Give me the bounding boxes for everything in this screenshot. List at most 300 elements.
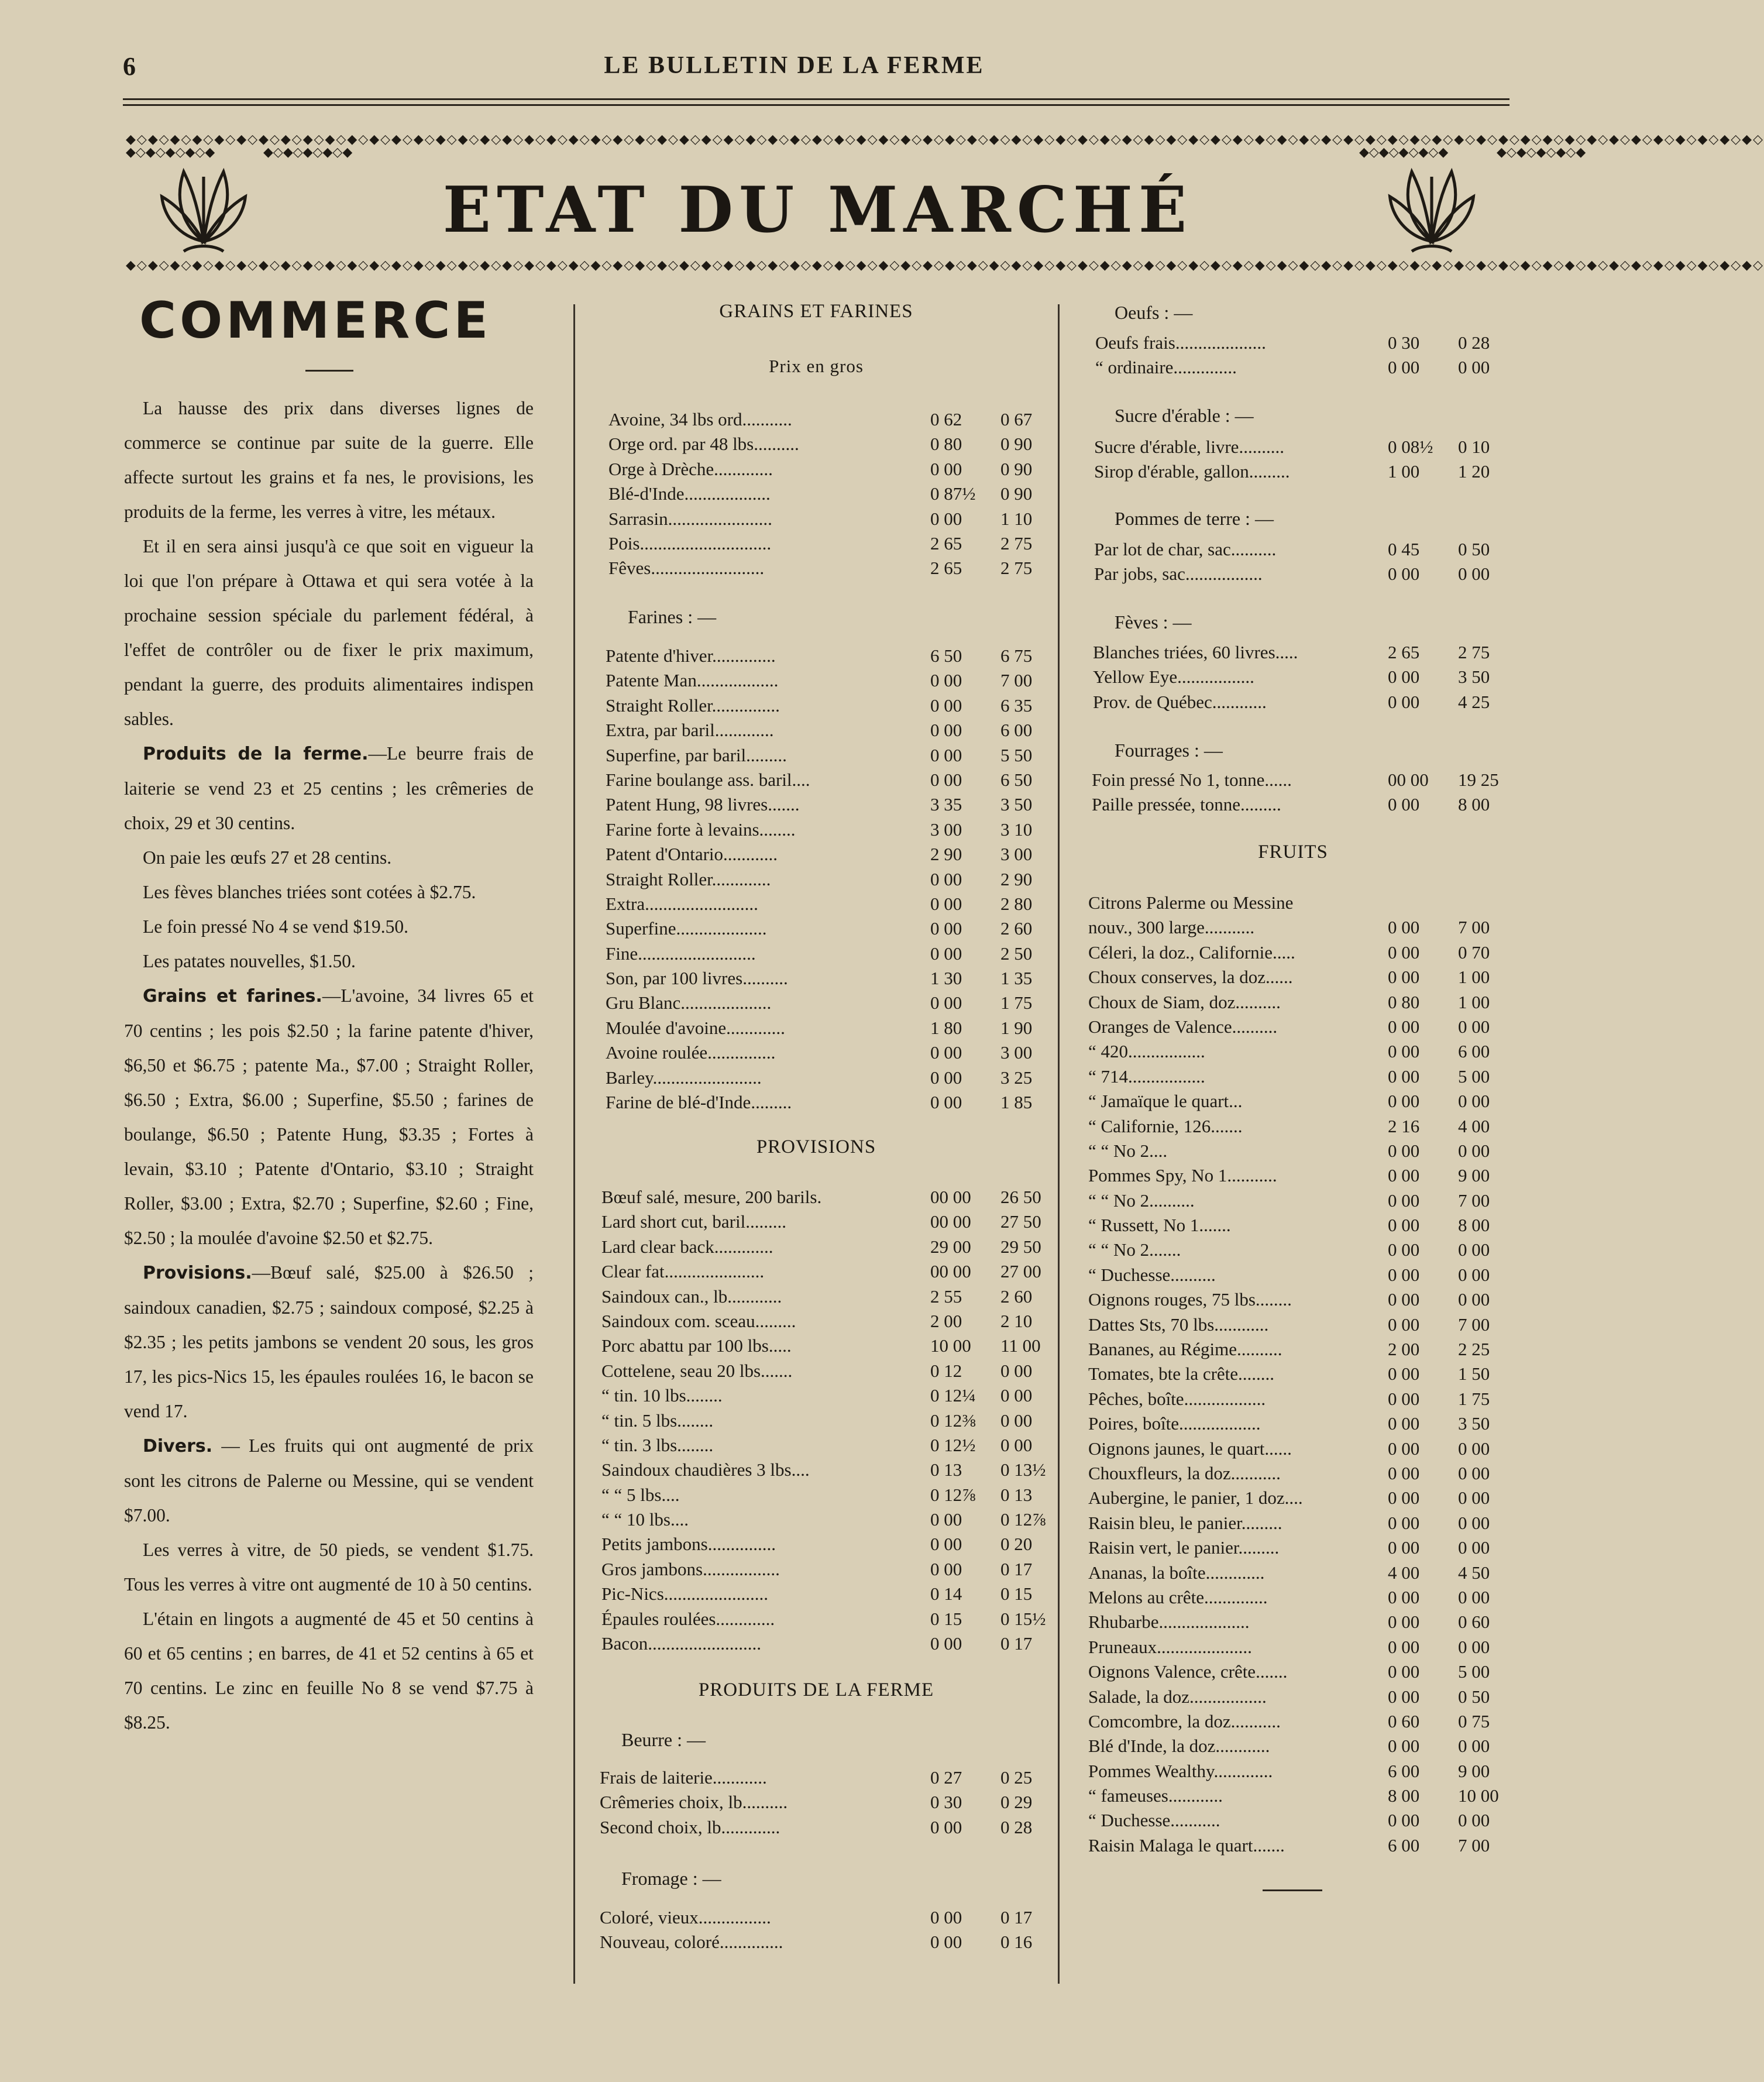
price-item-label: Petits jambons...............: [601, 1534, 776, 1555]
price-low: 0 00: [1388, 1661, 1420, 1682]
price-high: 0 00: [1000, 1385, 1033, 1406]
price-item-label: Citrons Palerme ou Messine: [1088, 892, 1294, 913]
price-row: [606, 1016, 1053, 1040]
price-low: 0 00: [930, 992, 962, 1013]
price-row: [1088, 1734, 1511, 1758]
price-low: 0 00: [930, 720, 962, 741]
price-item-label: Extra.........................: [606, 893, 758, 914]
price-row: [1088, 1163, 1511, 1188]
price-item-label: Orge ord. par 48 lbs..........: [608, 434, 799, 455]
price-low: 0 00: [1388, 942, 1420, 963]
price-high: 1 00: [1458, 991, 1490, 1012]
price-item-label: “ Russett, No 1.......: [1088, 1215, 1231, 1236]
price-row: [1088, 1511, 1511, 1535]
price-low: 0 00: [1388, 1066, 1420, 1087]
price-low: 0 00: [930, 1067, 962, 1088]
price-low: 0 87½: [930, 483, 976, 504]
price-row: [606, 693, 1053, 718]
price-item-label: Bœuf salé, mesure, 200 barils.: [601, 1187, 822, 1207]
price-low: 0 00: [1388, 564, 1420, 585]
price-row: [1088, 1287, 1511, 1312]
price-high: 1 00: [1458, 967, 1490, 988]
price-item-label: Oignons rouges, 75 lbs........: [1088, 1289, 1292, 1310]
price-high: 0 00: [1458, 1810, 1490, 1831]
price-item-label: Ananas, la boîte.............: [1088, 1562, 1265, 1583]
price-low: 6 00: [1388, 1834, 1420, 1856]
feves-label: Fèves : —: [1115, 611, 1192, 633]
price-row: [600, 1905, 1053, 1930]
price-high: 0 00: [1458, 1736, 1490, 1757]
price-item-label: Blé d'Inde, la doz............: [1088, 1736, 1270, 1757]
fourrages-label: Fourrages : —: [1115, 740, 1223, 761]
price-row: [606, 867, 1053, 892]
price-low: 29 00: [930, 1236, 971, 1257]
price-row: [608, 531, 1053, 556]
price-high: 1 75: [1458, 1388, 1490, 1409]
farines-label: Farines : —: [628, 606, 717, 627]
etat-du-marche-banner: [126, 132, 1764, 280]
price-item-label: “ “ 10 lbs....: [601, 1509, 689, 1530]
price-high: 0 16: [1000, 1932, 1033, 1953]
grains-farines-heading: GRAINS ET FARINES: [719, 301, 913, 322]
price-item-label: Farine forte à levains........: [606, 819, 796, 840]
banner-border-top: ◆◇◆◇◆◇◆◇◆◇◆◇◆◇◆◇◆◇◆◇◆◇◆◇◆◇◆◇◆◇◆◇◆◇◆◇◆◇◆◇◆◇◆◇◆◇◆◇◆◇◆◇◆◇◆◇◆◇◆◇◆◇◆◇◆◇◆◇◆◇◆◇◆◇◆◇◆◇◆◇◆◇◆◇◆◇◆◇◆◇◆◇◆◇◆◇◆◇◆◇◆◇◆◇◆◇◆◇◆◇◆◇◆◇◆◇◆◇◆◇◆◇◆◇◆◇◆◇◆◇◆◇◆◇◆◇◆◇◆◇◆◇◆◇◆◇◆◇: [126, 132, 1764, 147]
price-row: [1088, 1535, 1511, 1560]
price-low: 0 00: [930, 1534, 962, 1555]
commerce-paragraph: [124, 1428, 534, 1533]
price-item-label: Raisin bleu, le panier.........: [1088, 1512, 1282, 1533]
price-low: 0 27: [930, 1767, 962, 1788]
running-title: LE BULLETIN DE LA FERME: [604, 52, 985, 79]
price-high: 4 25: [1458, 691, 1490, 712]
price-item-label: Extra, par baril.............: [606, 720, 774, 741]
price-low: 0 13: [930, 1459, 962, 1480]
price-row: [606, 668, 1053, 693]
price-row: [608, 507, 1053, 531]
price-row: [606, 768, 1053, 792]
fruits-table: [1088, 891, 1511, 1858]
oeufs-label: Oeufs : —: [1115, 302, 1193, 323]
price-item-label: Son, par 100 livres..........: [606, 968, 788, 989]
banner-title: ETAT DU MARCHÉ: [442, 173, 1193, 247]
price-low: 2 90: [930, 844, 962, 865]
paragraph-text: On paie les œufs 27 et 28 centins.: [143, 847, 392, 868]
price-row: [606, 718, 1053, 743]
price-high: 5 00: [1458, 1661, 1490, 1682]
price-low: 1 80: [930, 1017, 962, 1038]
price-low: 0 00: [1388, 1586, 1420, 1607]
pommes-de-terre-label: Pommes de terre : —: [1115, 508, 1274, 529]
price-item-label: “ Duchesse..........: [1088, 1264, 1216, 1285]
price-row: [1088, 1437, 1511, 1461]
price-item-label: Patente Man..................: [606, 670, 779, 691]
paragraph-text: Le foin pressé No 4 se vend $19.50.: [143, 916, 409, 937]
price-low: 0 00: [1388, 1487, 1420, 1509]
price-low: 0 00: [930, 1633, 962, 1654]
commerce-article: [124, 391, 534, 1740]
price-item-label: Patent Hung, 98 livres.......: [606, 794, 800, 815]
price-low: 0 00: [930, 769, 962, 790]
end-rule: [1263, 1889, 1322, 1891]
price-row: [606, 1066, 1053, 1090]
price-row: [600, 1815, 1053, 1840]
price-row: [1088, 965, 1511, 990]
price-low: 0 00: [930, 1042, 962, 1063]
price-item-label: Fêves.........................: [608, 558, 765, 579]
fruits-heading: FRUITS: [1258, 841, 1328, 863]
price-high: 0 00: [1458, 1239, 1490, 1260]
paragraph-text: Les fèves blanches triées sont cotées à $2.75.: [143, 882, 476, 902]
price-high: 2 75: [1000, 558, 1033, 579]
price-row: [1095, 355, 1511, 380]
price-row: [1088, 1759, 1511, 1784]
price-item-label: Saindoux can., lb............: [601, 1286, 782, 1307]
price-high: 0 00: [1000, 1434, 1033, 1455]
price-low: 4 00: [1388, 1562, 1420, 1583]
price-row: [601, 1334, 1053, 1358]
price-item-label: Pommes Spy, No 1...........: [1088, 1165, 1277, 1186]
commerce-paragraph: [124, 1533, 534, 1602]
price-item-label: Oeufs frais....................: [1095, 332, 1266, 353]
price-row: [1088, 1313, 1511, 1337]
price-row: [606, 792, 1053, 817]
price-item-label: Aubergine, le panier, 1 doz....: [1088, 1487, 1303, 1509]
price-item-label: Dattes Sts, 70 lbs............: [1088, 1314, 1269, 1335]
sucre-table: [1094, 435, 1511, 485]
price-row: [601, 1408, 1053, 1433]
commerce-paragraph: [124, 944, 534, 978]
price-row: [1088, 1833, 1511, 1858]
price-row: [1088, 1362, 1511, 1386]
price-item-label: Patent d'Ontario............: [606, 844, 778, 865]
price-row: [608, 482, 1053, 506]
price-high: 0 50: [1458, 1686, 1490, 1707]
price-item-label: “ fameuses............: [1088, 1785, 1223, 1806]
price-item-label: “ tin. 3 lbs........: [601, 1434, 714, 1455]
price-low: 2 65: [930, 558, 962, 579]
price-item-label: Pois.............................: [608, 532, 772, 554]
price-high: 19 25: [1458, 769, 1499, 790]
price-high: 0 15½: [1000, 1608, 1046, 1629]
price-low: 00 00: [930, 1187, 971, 1207]
price-low: 00 00: [930, 1261, 971, 1282]
oeufs-table: [1095, 331, 1511, 380]
price-row: [1088, 1263, 1511, 1287]
price-low: 0 00: [930, 1092, 962, 1113]
price-high: 8 00: [1458, 794, 1490, 815]
price-low: 0 12: [930, 1360, 962, 1381]
price-row: [606, 892, 1053, 916]
fromage-table: [600, 1905, 1053, 1955]
price-row: [1088, 891, 1511, 915]
fourrages-table: [1092, 768, 1511, 817]
price-item-label: Frais de laiterie............: [600, 1767, 767, 1788]
price-item-label: Lard short cut, baril.........: [601, 1211, 786, 1232]
price-row: [601, 1383, 1053, 1408]
price-item-label: Par jobs, sac.................: [1094, 564, 1263, 585]
price-item-label: Paille pressée, tonne.........: [1092, 794, 1281, 815]
price-item-label: Rhubarbe....................: [1088, 1612, 1250, 1633]
price-high: 0 00: [1458, 357, 1490, 378]
price-high: 0 00: [1458, 1438, 1490, 1459]
price-high: 0 75: [1458, 1710, 1490, 1731]
price-item-label: Choux conserves, la doz......: [1088, 967, 1293, 988]
price-high: 0 00: [1458, 1462, 1490, 1483]
banner-border-inner-left: ◆◇◆◇◆◇◆◇◆: [263, 145, 353, 160]
price-item-label: “ ordinaire..............: [1095, 357, 1237, 378]
price-high: 0 00: [1458, 1016, 1490, 1037]
price-low: 0 00: [1388, 1239, 1420, 1260]
fromage-label: Fromage : —: [621, 1868, 721, 1889]
banner-border-right: ◆◇◆◇◆◇◆◇◆: [1497, 145, 1586, 160]
price-item-label: Raisin Malaga le quart.......: [1088, 1834, 1285, 1856]
price-high: 0 17: [1000, 1558, 1033, 1579]
price-row: [601, 1433, 1053, 1458]
price-item-label: Comcombre, la doz...........: [1088, 1710, 1281, 1731]
price-high: 3 50: [1000, 794, 1033, 815]
price-item-label: Barley........................: [606, 1067, 762, 1088]
price-high: 3 00: [1000, 844, 1033, 865]
price-low: 0 00: [1388, 1388, 1420, 1409]
banner-border-inner-right: ◆◇◆◇◆◇◆◇◆: [1359, 145, 1449, 160]
price-high: 0 70: [1458, 942, 1490, 963]
commerce-paragraph: [124, 909, 534, 944]
paragraph-lead: Provisions.: [143, 1263, 252, 1283]
paragraph-text: L'étain en lingots a augmenté de 45 et 50 centins à 60 et 65 centins ; en barres, de 41 et 52 centins à 65 et 70 centins. Le zinc en feuille No 8 se vend $7.75 à $8.25.: [124, 1609, 534, 1733]
price-item-label: Fine..........................: [606, 943, 756, 964]
price-item-label: Épaules roulées.............: [601, 1608, 775, 1629]
price-row: [1088, 1585, 1511, 1610]
commerce-title: COMMERCE: [139, 291, 492, 350]
price-row: [608, 457, 1053, 482]
price-row: [1093, 640, 1511, 665]
commerce-paragraph: [124, 875, 534, 909]
beurre-label: Beurre : —: [621, 1729, 706, 1750]
title-underline: [305, 370, 353, 372]
price-low: 0 00: [1388, 1462, 1420, 1483]
price-row: [606, 817, 1053, 842]
price-high: 2 10: [1000, 1310, 1033, 1331]
price-item-label: Orge à Drèche.............: [608, 458, 773, 479]
price-high: 0 20: [1000, 1534, 1033, 1555]
price-low: 3 35: [930, 794, 962, 815]
price-high: 8 00: [1458, 1215, 1490, 1236]
price-high: 1 20: [1458, 461, 1490, 482]
price-high: 0 00: [1458, 564, 1490, 585]
price-row: [1088, 1610, 1511, 1634]
banner-border-bottom: ◆◇◆◇◆◇◆◇◆◇◆◇◆◇◆◇◆◇◆◇◆◇◆◇◆◇◆◇◆◇◆◇◆◇◆◇◆◇◆◇◆◇◆◇◆◇◆◇◆◇◆◇◆◇◆◇◆◇◆◇◆◇◆◇◆◇◆◇◆◇◆◇◆◇◆◇◆◇◆◇◆◇◆◇◆◇◆◇◆◇◆◇◆◇◆◇◆◇◆◇◆◇◆◇◆◇◆◇◆◇◆◇◆◇◆◇◆◇◆◇◆◇◆◇◆◇◆◇◆◇◆◇◆◇◆◇◆◇◆◇◆◇◆◇◆◇◆◇: [126, 258, 1764, 273]
price-high: 27 00: [1000, 1261, 1041, 1282]
price-low: 0 00: [1388, 1363, 1420, 1384]
price-low: 00 00: [930, 1211, 971, 1232]
price-high: 1 10: [1000, 508, 1033, 529]
price-row: [1088, 1561, 1511, 1585]
price-low: 0 14: [930, 1583, 962, 1605]
price-high: 0 00: [1458, 1636, 1490, 1657]
price-row: [606, 743, 1053, 768]
price-item-label: “ “ 5 lbs....: [601, 1484, 680, 1505]
paragraph-text: —Le beurre frais de laiterie se vend 23 et 25 centins ; les crêmeries de choix, 29 et 30 centins.: [124, 743, 534, 833]
price-low: 0 62: [930, 409, 962, 430]
price-row: [1088, 1064, 1511, 1089]
price-high: 4 50: [1458, 1562, 1490, 1583]
commerce-paragraph: [124, 840, 534, 875]
price-item-label: Céleri, la doz., Californie.....: [1088, 942, 1295, 963]
price-row: [1088, 1139, 1511, 1163]
price-low: 00 00: [1388, 769, 1429, 790]
price-high: 11 00: [1000, 1335, 1041, 1356]
price-high: 1 35: [1000, 968, 1033, 989]
price-low: 0 00: [930, 1907, 962, 1928]
price-item-label: Farine boulange ass. baril....: [606, 769, 810, 790]
price-high: 3 50: [1458, 666, 1490, 688]
price-low: 2 65: [930, 532, 962, 554]
price-high: 6 35: [1000, 695, 1033, 716]
price-high: 0 00: [1458, 1512, 1490, 1533]
price-row: [601, 1309, 1053, 1334]
price-item-label: Blé-d'Inde...................: [608, 483, 771, 504]
price-item-label: Clear fat......................: [601, 1261, 765, 1282]
price-item-label: Sirop d'érable, gallon.........: [1094, 461, 1290, 482]
price-item-label: “ Californie, 126.......: [1088, 1115, 1243, 1136]
price-row: [606, 1040, 1053, 1065]
commerce-paragraph: [124, 391, 534, 529]
sucre-erable-label: Sucre d'érable : —: [1115, 405, 1254, 426]
price-item-label: “ tin. 10 lbs........: [601, 1385, 723, 1406]
price-item-label: Melons au crête..............: [1088, 1586, 1268, 1607]
price-low: 0 00: [1388, 1215, 1420, 1236]
price-high: 6 50: [1000, 769, 1033, 790]
price-row: [1088, 1015, 1511, 1039]
price-low: 0 00: [930, 1932, 962, 1953]
price-item-label: Superfine, par baril.........: [606, 744, 787, 765]
price-low: 0 00: [1388, 1612, 1420, 1633]
price-high: 0 12⅞: [1000, 1509, 1046, 1530]
price-low: 1 00: [1388, 461, 1420, 482]
price-high: 1 90: [1000, 1017, 1033, 1038]
price-row: [608, 407, 1053, 432]
price-row: [1088, 1039, 1511, 1064]
price-row: [1094, 459, 1511, 484]
price-item-label: Lard clear back.............: [601, 1236, 773, 1257]
commerce-paragraph: [124, 978, 534, 1255]
price-low: 0 00: [1388, 1810, 1420, 1831]
price-item-label: Pommes Wealthy.............: [1088, 1760, 1273, 1781]
price-row: [1088, 1387, 1511, 1411]
price-low: 0 00: [1388, 666, 1420, 688]
price-high: 0 25: [1000, 1767, 1033, 1788]
produits-ferme-heading: PRODUITS DE LA FERME: [698, 1679, 934, 1700]
price-low: 0 12¼: [930, 1385, 976, 1406]
price-low: 0 80: [930, 434, 962, 455]
price-row: [600, 1930, 1053, 1954]
price-low: 0 00: [1388, 1512, 1420, 1533]
pommes-terre-table: [1094, 537, 1511, 587]
price-item-label: “ “ No 2.......: [1088, 1239, 1181, 1260]
farines-table: [606, 644, 1053, 1115]
price-item-label: Superfine....................: [606, 918, 767, 939]
prix-en-gros-label: Prix en gros: [769, 356, 864, 376]
price-item-label: Choux de Siam, doz..........: [1088, 991, 1281, 1012]
column-divider-right: [1058, 304, 1060, 1984]
price-low: 2 55: [930, 1286, 962, 1307]
price-row: [1088, 1635, 1511, 1660]
price-row: [601, 1532, 1053, 1557]
price-high: 0 17: [1000, 1907, 1033, 1928]
price-row: [1088, 1337, 1511, 1362]
price-high: 0 10: [1458, 437, 1490, 457]
price-item-label: Tomates, bte la crête........: [1088, 1363, 1275, 1384]
price-low: 0 12½: [930, 1434, 976, 1455]
price-high: 27 50: [1000, 1211, 1041, 1232]
price-row: [606, 644, 1053, 668]
price-high: 0 00: [1458, 1140, 1490, 1161]
price-item-label: Blanches triées, 60 livres.....: [1093, 642, 1298, 662]
price-low: 0 00: [1388, 1438, 1420, 1459]
price-row: [1088, 1089, 1511, 1114]
price-item-label: Gros jambons.................: [601, 1558, 780, 1579]
paragraph-lead: Divers.: [143, 1436, 213, 1456]
price-high: 5 00: [1458, 1066, 1490, 1087]
price-high: 3 25: [1000, 1067, 1033, 1088]
price-high: 0 00: [1000, 1410, 1033, 1431]
price-low: 0 00: [1388, 1686, 1420, 1707]
price-low: 8 00: [1388, 1785, 1420, 1806]
column-divider-left: [573, 304, 575, 1984]
price-item-label: Chouxfleurs, la doz...........: [1088, 1462, 1281, 1483]
price-low: 10 00: [930, 1335, 971, 1356]
price-low: 1 30: [930, 968, 962, 989]
price-item-label: Nouveau, coloré..............: [600, 1932, 783, 1953]
price-item-label: Yellow Eye.................: [1093, 666, 1254, 688]
price-high: 2 60: [1000, 918, 1033, 939]
paragraph-text: Les patates nouvelles, $1.50.: [143, 951, 356, 971]
price-low: 0 45: [1388, 539, 1420, 559]
price-high: 1 50: [1458, 1363, 1490, 1384]
price-low: 0 30: [1388, 332, 1420, 353]
price-high: 0 60: [1458, 1612, 1490, 1633]
price-high: 7 00: [1458, 917, 1490, 938]
price-low: 0 00: [1388, 1736, 1420, 1757]
price-low: 0 00: [930, 1816, 962, 1837]
price-high: 0 00: [1458, 1091, 1490, 1112]
price-low: 0 12⅜: [930, 1410, 976, 1431]
commerce-paragraph: [124, 736, 534, 840]
price-low: 0 00: [930, 893, 962, 914]
commerce-paragraph: [124, 1255, 534, 1428]
price-low: 0 60: [1388, 1710, 1420, 1731]
price-row: [601, 1607, 1053, 1631]
price-item-label: Oignons Valence, crête.......: [1088, 1661, 1288, 1682]
price-row: [601, 1185, 1053, 1210]
price-high: 9 00: [1458, 1760, 1490, 1781]
price-item-label: Avoine roulée...............: [606, 1042, 776, 1063]
price-row: [1088, 1709, 1511, 1734]
price-item-label: Cottelene, seau 20 lbs.......: [601, 1360, 793, 1381]
price-high: 0 00: [1458, 1586, 1490, 1607]
header-rule-double: [123, 104, 1509, 106]
price-high: 2 25: [1458, 1339, 1490, 1360]
feves-table: [1093, 640, 1511, 714]
page-number: 6: [123, 52, 136, 81]
price-row: [1094, 435, 1511, 459]
price-row: [601, 1631, 1053, 1656]
commerce-paragraph: [124, 529, 534, 736]
price-high: 0 00: [1458, 1487, 1490, 1509]
price-high: 0 00: [1458, 1537, 1490, 1558]
price-low: 0 00: [1388, 1165, 1420, 1186]
price-item-label: Pruneaux.....................: [1088, 1636, 1252, 1657]
